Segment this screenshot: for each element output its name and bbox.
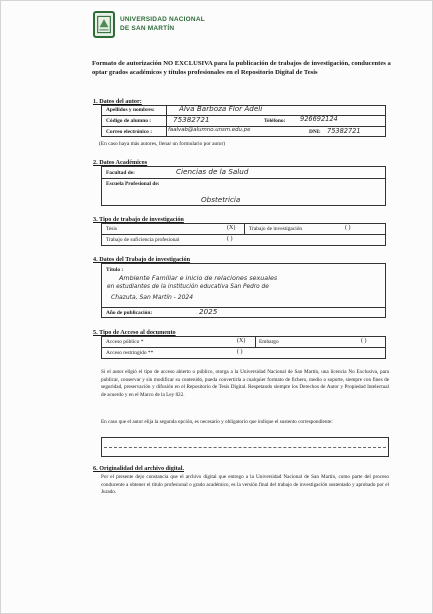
public-access-label: Acceso público * <box>106 339 144 345</box>
phone-label: Teléfono: <box>264 118 286 124</box>
name-value: Alva Barboza Flor Adeli <box>179 104 263 113</box>
year-label: Año de publicación: <box>106 310 153 316</box>
dni-value: 75382721 <box>327 127 361 135</box>
phone-value: 926692124 <box>300 115 338 123</box>
university-seal-icon <box>93 11 115 38</box>
section4-heading: 4. Datos del Trabajo de investigación <box>93 256 191 263</box>
work-title-line3: Chazuta, San Martín - 2024 <box>111 294 194 301</box>
faculty-label: Facultad de: <box>106 170 135 176</box>
year-value: 2025 <box>199 307 218 316</box>
second-option-note: En caso que el autor elija la segunda opción, es necesario y obligatorio que indique el sustento correspondiente: <box>101 419 333 425</box>
work-title-label: Título : <box>106 267 124 273</box>
work-title-line1: Ambiente Familiar e inicio de relaciones sexuales <box>119 274 278 282</box>
embargo-label: Embargo <box>259 339 279 345</box>
section3-heading: 3. Tipo de trabajo de investigación <box>93 216 184 223</box>
research-label: Trabajo de investigación <box>249 226 303 232</box>
work-title-line2: en estudiantes de la institución educativa San Pedro de <box>107 284 269 290</box>
code-label: Código de alumno : <box>106 118 152 124</box>
thesis-checkbox[interactable]: (X) <box>227 225 236 231</box>
section6-heading: 6. Originalidad del archivo digital. <box>93 465 184 472</box>
research-checkbox[interactable]: ( ) <box>345 225 351 231</box>
multi-author-note: (En caso haya más autores, llenar un formulario por autor) <box>99 141 226 147</box>
restricted-access-label: Acceso restringido ** <box>106 350 154 356</box>
school-label: Escuela Profesional de: <box>106 181 160 187</box>
public-access-checkbox[interactable]: (X) <box>237 338 246 344</box>
school-value: Obstetricia <box>201 195 241 204</box>
code-value: 75382721 <box>173 115 210 124</box>
sufficiency-label: Trabajo de suficiencia profesional <box>106 237 180 243</box>
section2-heading: 2. Datos Académicos <box>93 159 148 166</box>
section5-heading: 5. Tipo de Acceso al documento <box>93 329 176 336</box>
university-name-line2: DE SAN MARTÍN <box>120 25 175 32</box>
dni-label: DNI: <box>309 129 321 135</box>
license-paragraph: Si el autor eligió el tipo de acceso abierto o público, otorga a la Universidad Nacional de San Martín, una licencia No Exclusiva, para publicar, conservar y sin modificar su contenido, pueda convertirla a cualquier formato de fichero, medio o soporte, siempre con fines de seguridad, preservación y difusión en el Repositorio de Tesis Digital. Respetando siempre los Derechos de Autor y Propiedad Intelectual de acuerdo y en el Marco de la Ley 822. <box>101 369 389 398</box>
section1-heading: 1. Datos del autor: <box>93 98 142 105</box>
university-name-line1: UNIVERSIDAD NACIONAL <box>120 16 205 23</box>
name-label: Apellidos y nombres: <box>106 107 155 113</box>
document-title: Formato de autorización NO EXCLUSIVA para la publicación de trabajos de investigación, conducentes a optar grados académicos y títulos profesionales en el Repositorio Digital de Tesis <box>92 60 391 76</box>
sufficiency-checkbox[interactable]: ( ) <box>227 236 233 242</box>
email-value: faalvab@alumno.unsm.edu.pe <box>168 127 251 133</box>
originality-paragraph: Por el presente dejo constancia que el archivo digital que entrego a la Universidad Nacional de San Martín, como parte del proceso conducente a obtener el título profesional o grado académico, es la versión final del trabajo de investigación sustentado y aprobado por el Jurado. <box>101 474 389 496</box>
embargo-checkbox[interactable]: ( ) <box>361 338 367 344</box>
thesis-label: Tesis <box>106 226 118 232</box>
email-label: Correo electrónico : <box>106 129 152 135</box>
restricted-access-checkbox[interactable]: ( ) <box>237 349 243 355</box>
faculty-value: Ciencias de la Salud <box>176 167 249 176</box>
